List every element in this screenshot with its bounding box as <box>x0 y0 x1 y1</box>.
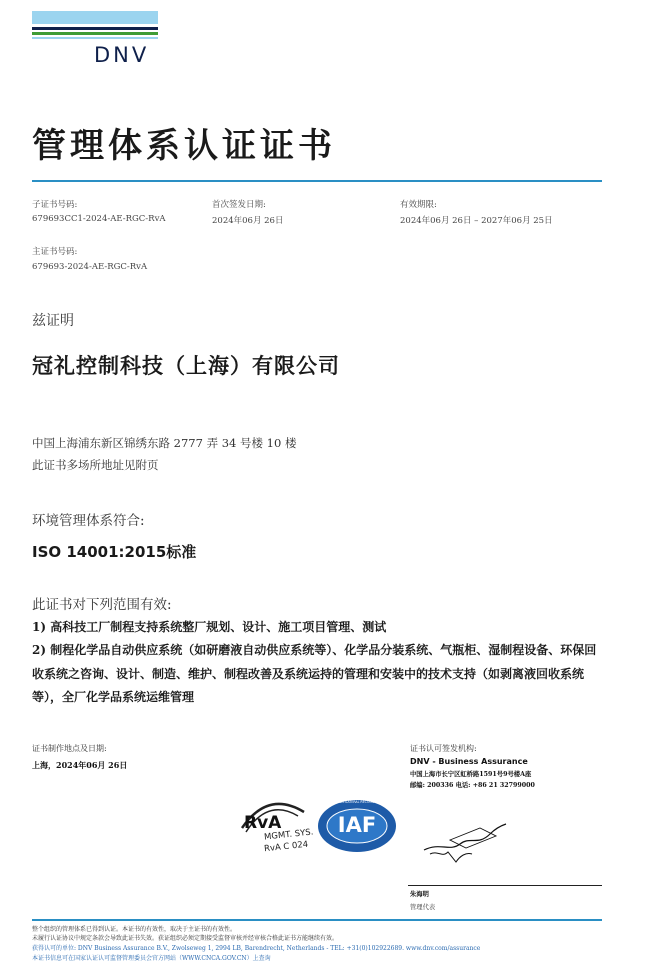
multi-site-note: 此证书多场所地址见附页 <box>32 458 159 472</box>
logo-band-light <box>32 37 158 39</box>
footer-line-1: 整个组织的管理体系已得到认证。本证书的有效性，取决于主证书的有效性。 <box>32 926 237 933</box>
validity-period: 2024年06月 26日 – 2027年06月 25日 <box>400 216 553 226</box>
rva-code: RvA C 024 <box>263 839 309 855</box>
sub-cert-no-label: 子证书号码: <box>32 200 78 210</box>
signature-line <box>408 885 602 886</box>
conform-label: 环境管理体系符合: <box>32 513 145 529</box>
company-name: 冠礼控制科技（上海）有限公司 <box>32 353 340 378</box>
title-divider <box>32 180 602 182</box>
logo-text: DNV <box>94 43 150 67</box>
iaf-ring-text: MEMBER OF MULTILATERAL RECOGNITION ARRANGEMENT <box>316 800 409 804</box>
logo-band-navy <box>32 27 158 30</box>
footer-line-4: 本证书信息可在国家认证认可监督管理委员会官方网站（WWW.CNCA.GOV.CN）上查询 <box>32 955 271 962</box>
footer-divider <box>32 919 602 921</box>
footer-line-2: 未履行认证协议中规定条款会导致此证书失效。获证组织必须定期接受监督审核并经审核合格此证书方能继续有效。 <box>32 935 339 942</box>
dnv-logo <box>32 11 158 71</box>
first-issue-date: 2024年06月 26日 <box>212 216 284 226</box>
rva-mgmt-sys: MGMT. SYS. <box>263 827 314 843</box>
handwritten-signature <box>420 822 510 870</box>
iaf-accreditation-mark <box>316 798 409 854</box>
issuer-name: DNV - Business Assurance <box>410 757 528 766</box>
main-cert-no: 679693-2024-AE-RGC-RvA <box>32 262 148 272</box>
logo-band-green <box>32 32 158 35</box>
scope-item-1: 1) 高科技工厂制程支持系统整厂规划、设计、施工项目管理、测试 <box>32 620 387 634</box>
certificate-title: 管理体系认证证书 <box>32 126 336 166</box>
company-address: 中国上海浦东新区锦绣东路 2777 弄 34 号楼 10 楼 <box>32 436 297 450</box>
logo-band-light-blue <box>32 11 158 24</box>
issuer-address: 中国上海市长宁区虹桥路1591号9号楼A座 <box>410 771 532 778</box>
issue-place-date: 上海，2024年06月 26日 <box>32 760 128 770</box>
validity-label: 有效期限: <box>400 200 437 210</box>
scope-item-2: 2) 制程化学品自动供应系统（如研磨液自动供应系统等）、化学品分装系统、气瓶柜、湿制程设备、环保回收系统之咨询、设计、制造、维护、制程改善及系统运持的管理和安装中的技术支持（如剥离液回收系统等），全厂化学品系统运维管理 <box>32 643 597 704</box>
hereby-certify: 兹证明 <box>32 313 74 329</box>
footer-line-3: 获得认可的单位: DNV Business Assurance B.V., Zwolseweg 1, 2994 LB, Barendrecht, Netherlands - TEL: +31(0)102922689. www.dnv.com/assurance <box>32 945 481 952</box>
issue-place-date-label: 证书制作地点及日期: <box>32 744 107 753</box>
issuer-label: 证书认可签发机构: <box>410 744 477 753</box>
signatory-title: 管理代表 <box>410 904 436 911</box>
issuer-contact: 邮编: 200336 电话: +86 21 32799000 <box>410 782 535 789</box>
sub-cert-no: 679693CC1-2024-AE-RGC-RvA <box>32 214 166 224</box>
scope-label: 此证书对下列范围有效: <box>32 597 172 613</box>
signatory-name: 朱海明 <box>410 891 429 898</box>
standard-name: ISO 14001:2015标准 <box>32 543 197 561</box>
svg-text:RvA: RvA <box>244 813 282 833</box>
first-issue-label: 首次签发日期: <box>212 200 266 210</box>
rva-accreditation-mark <box>238 792 318 860</box>
main-cert-no-label: 主证书号码: <box>32 247 78 257</box>
iaf-text: IAF <box>337 813 377 837</box>
